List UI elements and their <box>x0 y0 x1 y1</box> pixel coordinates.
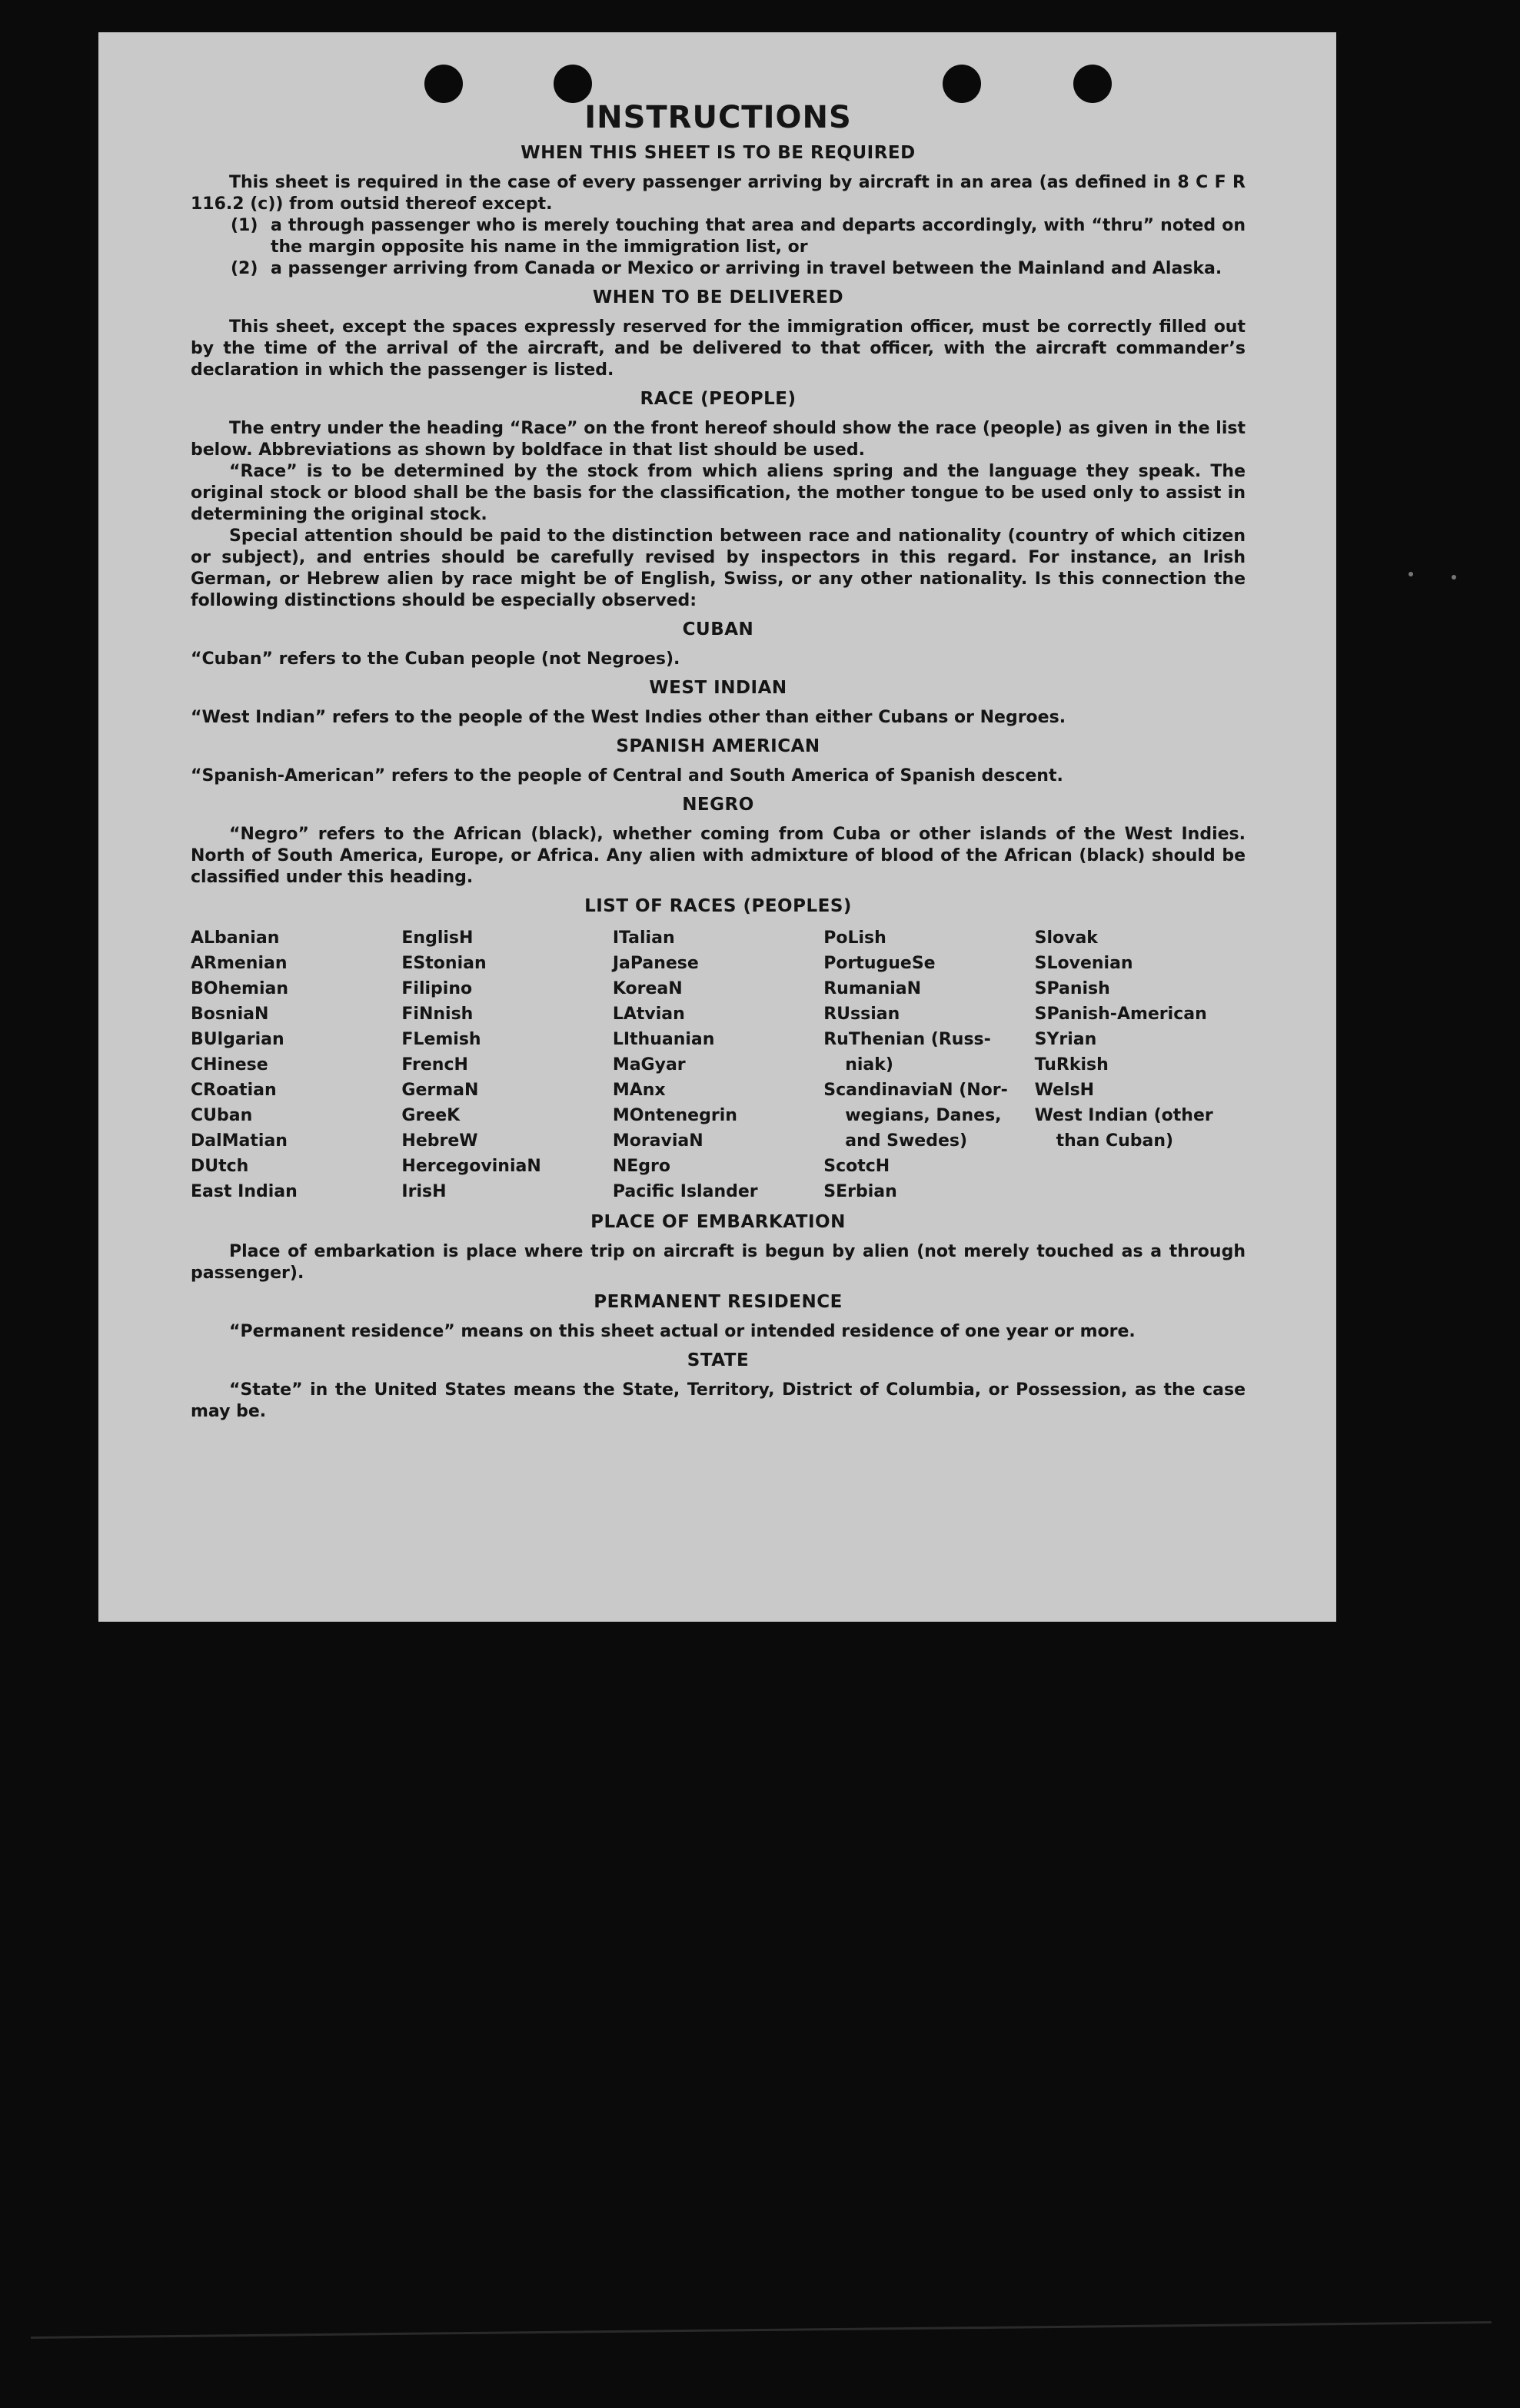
cuban-text: “Cuban” refers to the Cuban people (not Negroes). <box>191 649 680 669</box>
race-entry: GreeK <box>401 1106 461 1125</box>
race-entry: GermaN <box>401 1081 479 1100</box>
race-entry: Pacific Islander <box>612 1182 758 1201</box>
heading-spanish-american: SPANISH AMERICAN <box>616 736 820 756</box>
race-entry: DalMatian <box>191 1131 288 1151</box>
race-entry: SYrian <box>1034 1030 1097 1049</box>
race-entry: RuThenian (Russ- <box>823 1030 991 1049</box>
heading-list-of-races: LIST OF RACES (PEOPLES) <box>584 896 852 916</box>
exception-number: (2) <box>231 259 258 278</box>
heading-when-required: WHEN THIS SHEET IS TO BE REQUIRED <box>521 143 916 163</box>
heading-when-delivered: WHEN TO BE DELIVERED <box>592 287 844 307</box>
races-column-3 <box>613 925 823 1204</box>
scan-speck <box>1409 572 1413 576</box>
race-entry: TuRkish <box>1034 1055 1109 1074</box>
race-entry: CHinese <box>191 1055 268 1074</box>
race-entry: West Indian (other <box>1034 1106 1213 1125</box>
residence-text: “Permanent residence” means on this sheet actual or intended residence of one year or more. <box>229 1322 1136 1341</box>
race-entry: FiNnish <box>401 1005 474 1024</box>
race-paragraph-1: The entry under the heading “Race” on the front hereof should show the race (people) as given in the list below. Abbreviations as shown by boldface in that list should be used. <box>191 419 1246 460</box>
race-entry: ARmenian <box>191 954 288 973</box>
state-text: “State” in the United States means the State, Territory, District of Columbia, or Possession, as the case may be. <box>191 1380 1246 1421</box>
race-entry: SPanish-American <box>1034 1005 1207 1024</box>
race-entry: EStonian <box>401 954 487 973</box>
instruction-sheet <box>98 32 1336 1622</box>
heading-state: STATE <box>687 1350 750 1370</box>
negro-text: “Negro” refers to the African (black), whether coming from Cuba or other islands of the West Indies. North of South America, Europe, or Africa. Any alien with admixture of blood of the African (black) should be classified under this heading. <box>191 825 1246 887</box>
race-entry: IrisH <box>401 1182 447 1201</box>
race-entry: Filipino <box>401 979 473 998</box>
exception-item-1 <box>191 215 1246 258</box>
race-entry: RUssian <box>823 1005 900 1024</box>
exception-item-2 <box>191 258 1246 280</box>
race-entry: KoreaN <box>612 979 683 998</box>
race-entry: FLemish <box>401 1030 481 1049</box>
punch-hole-1 <box>424 65 463 103</box>
race-entry: FrencH <box>401 1055 468 1074</box>
race-entry: ITalian <box>612 928 675 948</box>
race-entry: DUtch <box>191 1157 249 1176</box>
heading-west-indian: WEST INDIAN <box>649 678 787 698</box>
races-column-2 <box>401 925 612 1204</box>
sheet-content <box>191 100 1246 1423</box>
page-title: INSTRUCTIONS <box>584 100 852 135</box>
race-entry: MoraviaN <box>612 1131 703 1151</box>
race-entry: MaGyar <box>612 1055 686 1074</box>
race-entry: East Indian <box>191 1182 298 1201</box>
heading-negro: NEGRO <box>682 795 754 815</box>
west-indian-text: “West Indian” refers to the people of the West Indies other than either Cubans or Negroes. <box>191 708 1066 727</box>
race-entry: CRoatian <box>191 1081 277 1100</box>
race-entry: MAnx <box>612 1081 666 1100</box>
heading-residence: PERMANENT RESIDENCE <box>594 1292 843 1312</box>
race-entry-continuation: niak) <box>845 1055 893 1074</box>
race-entry: BUlgarian <box>191 1030 284 1049</box>
heading-cuban: CUBAN <box>682 619 754 639</box>
race-entry: MOntenegrin <box>612 1106 737 1125</box>
race-entry-continuation: wegians, Danes, <box>845 1106 1002 1125</box>
race-entry: JaPanese <box>612 954 699 973</box>
scan-speck <box>1452 575 1456 580</box>
heading-embarkation: PLACE OF EMBARKATION <box>590 1212 846 1232</box>
races-column-4 <box>823 925 1034 1204</box>
race-entry: BOhemian <box>191 979 289 998</box>
race-paragraph-3: Special attention should be paid to the distinction between race and nationality (country of which citizen or subject), and entries should be carefully revised by inspectors in this regard. For instance, an Irish German, or Hebrew alien by race might be of English, Swiss, or any other nationality. Is this connection the following distinctions should be especially observed: <box>191 526 1246 610</box>
race-entry: SLovenian <box>1034 954 1133 973</box>
punch-hole-2 <box>554 65 592 103</box>
race-entry: BosniaN <box>191 1005 269 1024</box>
race-paragraph-2: “Race” is to be determined by the stock from which aliens spring and the language they speak. The original stock or blood shall be the basis for the classification, the mother tongue to be used only to assist in determining the original stock. <box>191 462 1246 524</box>
exception-number: (1) <box>231 216 258 235</box>
scan-artifact-line <box>31 2321 1492 2339</box>
race-entry: HercegoviniaN <box>401 1157 541 1176</box>
races-column-1 <box>191 925 401 1204</box>
spanish-american-text: “Spanish-American” refers to the people of Central and South America of Spanish descent. <box>191 766 1063 786</box>
race-entry: SPanish <box>1034 979 1110 998</box>
race-entry: HebreW <box>401 1131 478 1151</box>
race-entry: SErbian <box>823 1182 897 1201</box>
race-entry: EnglisH <box>401 928 474 948</box>
race-entry: ScandinaviaN (Nor- <box>823 1081 1008 1100</box>
embarkation-text: Place of embarkation is place where trip on aircraft is begun by alien (not merely touched as a through passenger). <box>191 1242 1246 1283</box>
race-entry: RumaniaN <box>823 979 922 998</box>
race-entry: LAtvian <box>612 1005 685 1024</box>
race-entry: Slovak <box>1034 928 1098 948</box>
race-entry: PoLish <box>823 928 886 948</box>
race-entry: ScotcH <box>823 1157 890 1176</box>
race-entry: PortugueSe <box>823 954 936 973</box>
race-entry: LIthuanian <box>612 1030 715 1049</box>
punch-hole-4 <box>1073 65 1112 103</box>
exception-text: a passenger arriving from Canada or Mexico or arriving in travel between the Mainland and Alaska. <box>271 259 1222 278</box>
race-entry: ALbanian <box>191 928 280 948</box>
when-delivered-text: This sheet, except the spaces expressly reserved for the immigration officer, must be correctly filled out by the time of the arrival of the aircraft, and be delivered to that officer, with the aircraft commander’s declaration in which the passenger is listed. <box>191 317 1246 380</box>
race-entry-continuation: and Swedes) <box>845 1131 968 1151</box>
punch-hole-3 <box>943 65 981 103</box>
when-required-text: This sheet is required in the case of every passenger arriving by aircraft in an area (as defined in 8 C F R 116.2 (c)) from outsid thereof except. <box>191 173 1246 214</box>
races-column-5 <box>1035 925 1246 1204</box>
races-list <box>191 925 1246 1204</box>
race-entry: CUban <box>191 1106 253 1125</box>
race-entry: WelsH <box>1034 1081 1095 1100</box>
exception-text: a through passenger who is merely touching that area and departs accordingly, with “thru” noted on the margin opposite his name in the immigration list, or <box>271 216 1246 257</box>
race-entry-continuation: than Cuban) <box>1056 1131 1174 1151</box>
heading-race: RACE (PEOPLE) <box>640 389 797 409</box>
race-entry: NEgro <box>612 1157 670 1176</box>
